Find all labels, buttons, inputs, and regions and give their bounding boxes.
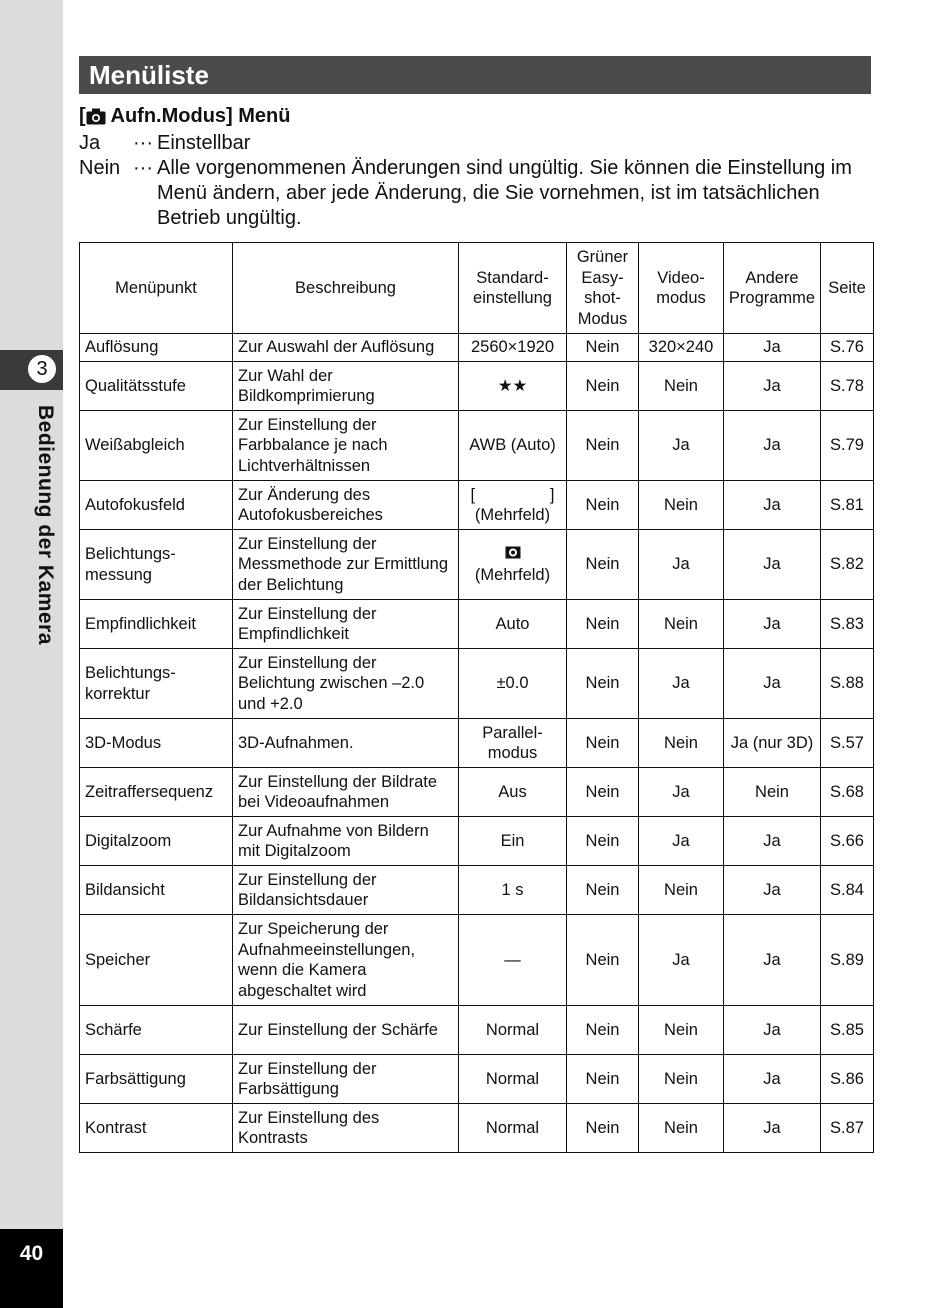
table-row bbox=[80, 817, 874, 866]
default-cell: Normal bbox=[459, 1055, 567, 1104]
table-row bbox=[80, 768, 874, 817]
video-cell: Nein bbox=[639, 1104, 724, 1153]
description-cell: Zur Einstellung der Bildansichtsdauer bbox=[233, 866, 459, 915]
table-row bbox=[80, 600, 874, 649]
video-cell: 320×240 bbox=[639, 334, 724, 362]
table-row bbox=[80, 1104, 874, 1153]
page-ref-cell: S.84 bbox=[821, 866, 874, 915]
af-area-multi-icon: [ ] bbox=[470, 485, 555, 504]
menu-item-cell: Bildansicht bbox=[80, 866, 233, 915]
table-row bbox=[80, 334, 874, 362]
table-row bbox=[80, 915, 874, 1006]
menu-item-cell: Belichtungs-korrektur bbox=[80, 649, 233, 719]
other-programs-cell: Ja bbox=[724, 362, 821, 411]
default-cell: Normal bbox=[459, 1104, 567, 1153]
page-ref-cell: S.76 bbox=[821, 334, 874, 362]
description-cell: Zur Änderung des Autofokusbereiches bbox=[233, 481, 459, 530]
page-ref-cell: S.88 bbox=[821, 649, 874, 719]
table-row bbox=[80, 1006, 874, 1055]
default-cell: Ein bbox=[459, 817, 567, 866]
legend-row-ja bbox=[79, 131, 871, 156]
other-programs-cell: Ja bbox=[724, 411, 821, 481]
column-header: Menüpunkt bbox=[80, 243, 233, 334]
video-cell: Nein bbox=[639, 362, 724, 411]
video-cell: Ja bbox=[639, 768, 724, 817]
column-header: Grüner Easy-shot-Modus bbox=[567, 243, 639, 334]
menu-item-cell: Speicher bbox=[80, 915, 233, 1006]
page-ref-cell: S.82 bbox=[821, 530, 874, 600]
legend-dots: ··· bbox=[133, 132, 153, 154]
other-programs-cell: Ja bbox=[724, 915, 821, 1006]
easy-shot-cell: Nein bbox=[567, 600, 639, 649]
easy-shot-cell: Nein bbox=[567, 1006, 639, 1055]
table-row bbox=[80, 1055, 874, 1104]
table-header-row bbox=[80, 243, 874, 334]
default-cell: 2560×1920 bbox=[459, 334, 567, 362]
menu-item-cell: Digitalzoom bbox=[80, 817, 233, 866]
description-cell: Zur Speicherung der Aufnahmeeinstellungen, wenn die Kamera abgeschaltet wird bbox=[233, 915, 459, 1006]
legend-text: Einstellbar bbox=[157, 132, 251, 154]
easy-shot-cell: Nein bbox=[567, 334, 639, 362]
other-programs-cell: Ja (nur 3D) bbox=[724, 719, 821, 768]
default-cell: AWB (Auto) bbox=[459, 411, 567, 481]
other-programs-cell: Ja bbox=[724, 649, 821, 719]
page-title: Menüliste bbox=[89, 60, 209, 90]
default-cell bbox=[459, 530, 567, 600]
other-programs-cell: Ja bbox=[724, 600, 821, 649]
description-cell: Zur Einstellung der Farbsättigung bbox=[233, 1055, 459, 1104]
menu-item-cell: Autofokusfeld bbox=[80, 481, 233, 530]
description-cell: Zur Einstellung der Farbbalance je nach Lichtverhältnissen bbox=[233, 411, 459, 481]
page-ref-cell: S.85 bbox=[821, 1006, 874, 1055]
description-cell: Zur Einstellung der Bildrate bei Videoaufnahmen bbox=[233, 768, 459, 817]
chapter-sidebar bbox=[0, 0, 63, 1308]
easy-shot-cell: Nein bbox=[567, 915, 639, 1006]
menu-item-cell: Belichtungs-messung bbox=[80, 530, 233, 600]
column-header: Andere Programme bbox=[724, 243, 821, 334]
page-ref-cell: S.78 bbox=[821, 362, 874, 411]
easy-shot-cell: Nein bbox=[567, 866, 639, 915]
video-cell: Ja bbox=[639, 817, 724, 866]
default-cell: Parallel-modus bbox=[459, 719, 567, 768]
menu-item-cell: Auflösung bbox=[80, 334, 233, 362]
legend-text: Alle vorgenommenen Änderungen sind ungültig. Sie können die Einstellung im Menü ändern, aber jede Änderung, die Sie vornehmen, ist im tatsächlichen Betrieb ungültig. bbox=[157, 157, 852, 229]
legend-row-nein bbox=[79, 156, 871, 231]
default-cell: ★★ bbox=[459, 362, 567, 411]
page-ref-cell: S.68 bbox=[821, 768, 874, 817]
page-ref-cell: S.66 bbox=[821, 817, 874, 866]
other-programs-cell: Ja bbox=[724, 1006, 821, 1055]
table-row bbox=[80, 362, 874, 411]
description-cell: 3D-Aufnahmen. bbox=[233, 719, 459, 768]
easy-shot-cell: Nein bbox=[567, 362, 639, 411]
table-row bbox=[80, 649, 874, 719]
video-cell: Nein bbox=[639, 1006, 724, 1055]
column-header: Standard-einstellung bbox=[459, 243, 567, 334]
video-cell: Ja bbox=[639, 649, 724, 719]
legend bbox=[79, 131, 871, 231]
other-programs-cell: Nein bbox=[724, 768, 821, 817]
default-cell: — bbox=[459, 915, 567, 1006]
page-ref-cell: S.86 bbox=[821, 1055, 874, 1104]
other-programs-cell: Ja bbox=[724, 334, 821, 362]
video-cell: Nein bbox=[639, 481, 724, 530]
page-number-box bbox=[0, 1229, 63, 1308]
table-row bbox=[80, 481, 874, 530]
description-cell: Zur Auswahl der Auflösung bbox=[233, 334, 459, 362]
section-heading: [ Aufn.Modus] Menü bbox=[79, 103, 290, 132]
default-cell: Auto bbox=[459, 600, 567, 649]
other-programs-cell: Ja bbox=[724, 481, 821, 530]
page-ref-cell: S.79 bbox=[821, 411, 874, 481]
column-header: Beschreibung bbox=[233, 243, 459, 334]
description-cell: Zur Einstellung des Kontrasts bbox=[233, 1104, 459, 1153]
legend-key: Nein bbox=[79, 157, 121, 179]
menu-item-cell: 3D-Modus bbox=[80, 719, 233, 768]
easy-shot-cell: Nein bbox=[567, 1104, 639, 1153]
description-cell: Zur Wahl der Bildkomprimierung bbox=[233, 362, 459, 411]
table-row bbox=[80, 719, 874, 768]
column-header: Video-modus bbox=[639, 243, 724, 334]
menu-item-cell: Schärfe bbox=[80, 1006, 233, 1055]
page-ref-cell: S.87 bbox=[821, 1104, 874, 1153]
page-ref-cell: S.81 bbox=[821, 481, 874, 530]
video-cell: Nein bbox=[639, 1055, 724, 1104]
menu-item-cell: Weißabgleich bbox=[80, 411, 233, 481]
menu-item-cell: Kontrast bbox=[80, 1104, 233, 1153]
easy-shot-cell: Nein bbox=[567, 719, 639, 768]
default-value: (Mehrfeld) bbox=[474, 565, 551, 584]
section-title: Aufn.Modus] Menü bbox=[110, 105, 291, 127]
legend-dots: ··· bbox=[133, 157, 153, 179]
easy-shot-cell: Nein bbox=[567, 649, 639, 719]
video-cell: Nein bbox=[639, 600, 724, 649]
default-cell bbox=[459, 481, 567, 530]
metering-multi-icon bbox=[505, 545, 521, 563]
other-programs-cell: Ja bbox=[724, 866, 821, 915]
description-cell: Zur Einstellung der Belichtung zwischen –2.0 und +2.0 bbox=[233, 649, 459, 719]
video-cell: Ja bbox=[639, 411, 724, 481]
other-programs-cell: Ja bbox=[724, 1104, 821, 1153]
chapter-title: Bedienung der Kamera bbox=[34, 405, 57, 645]
menu-item-cell: Zeitraffersequenz bbox=[80, 768, 233, 817]
easy-shot-cell: Nein bbox=[567, 411, 639, 481]
table-row bbox=[80, 411, 874, 481]
page-ref-cell: S.83 bbox=[821, 600, 874, 649]
easy-shot-cell: Nein bbox=[567, 1055, 639, 1104]
legend-key: Ja bbox=[79, 132, 101, 154]
video-cell: Ja bbox=[639, 530, 724, 600]
default-cell: Aus bbox=[459, 768, 567, 817]
default-value: (Mehrfeld) bbox=[474, 506, 551, 524]
menu-item-cell: Farbsättigung bbox=[80, 1055, 233, 1104]
other-programs-cell: Ja bbox=[724, 530, 821, 600]
page-number: 40 bbox=[19, 1242, 44, 1265]
default-cell: ±0.0 bbox=[459, 649, 567, 719]
video-cell: Nein bbox=[639, 719, 724, 768]
menu-item-cell: Qualitätsstufe bbox=[80, 362, 233, 411]
description-cell: Zur Einstellung der Empfindlichkeit bbox=[233, 600, 459, 649]
menu-table bbox=[79, 242, 874, 1153]
easy-shot-cell: Nein bbox=[567, 530, 639, 600]
video-cell: Nein bbox=[639, 866, 724, 915]
default-cell: Normal bbox=[459, 1006, 567, 1055]
easy-shot-cell: Nein bbox=[567, 481, 639, 530]
table-row bbox=[80, 866, 874, 915]
camera-icon bbox=[86, 106, 106, 132]
other-programs-cell: Ja bbox=[724, 1055, 821, 1104]
video-cell: Ja bbox=[639, 915, 724, 1006]
other-programs-cell: Ja bbox=[724, 817, 821, 866]
page-ref-cell: S.89 bbox=[821, 915, 874, 1006]
page-ref-cell: S.57 bbox=[821, 719, 874, 768]
easy-shot-cell: Nein bbox=[567, 768, 639, 817]
chapter-number: 3 bbox=[26, 353, 58, 385]
description-cell: Zur Einstellung der Messmethode zur Ermittlung der Belichtung bbox=[233, 530, 459, 600]
default-cell: 1 s bbox=[459, 866, 567, 915]
menu-item-cell: Empfindlichkeit bbox=[80, 600, 233, 649]
description-cell: Zur Aufnahme von Bildern mit Digitalzoom bbox=[233, 817, 459, 866]
column-header: Seite bbox=[821, 243, 874, 334]
table-row bbox=[80, 530, 874, 600]
description-cell: Zur Einstellung der Schärfe bbox=[233, 1006, 459, 1055]
easy-shot-cell: Nein bbox=[567, 817, 639, 866]
